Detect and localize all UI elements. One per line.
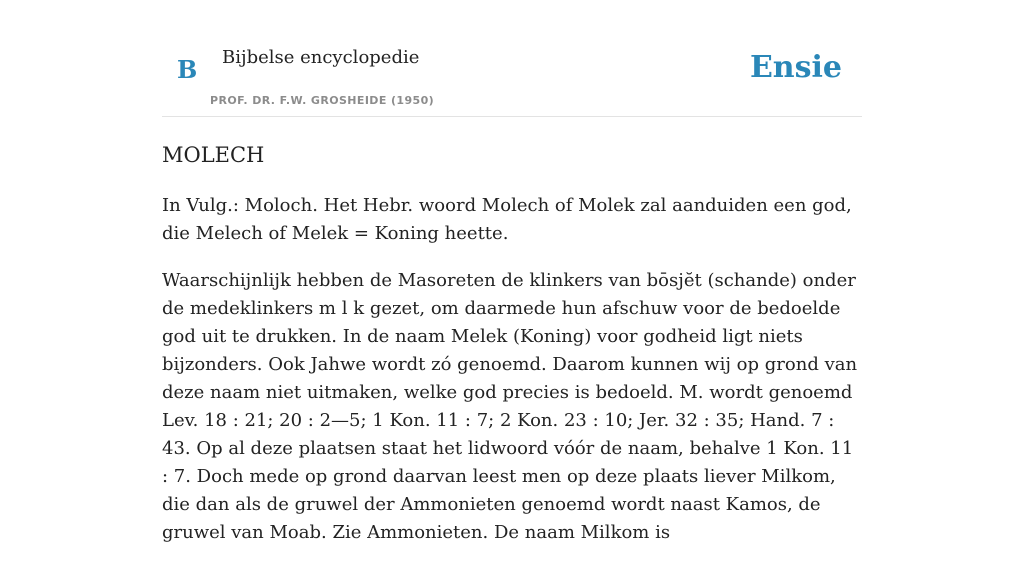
author-label: PROF. DR. F.W. GROSHEIDE (1950) <box>210 94 435 107</box>
book-logo-icon[interactable]: B <box>177 55 198 84</box>
entry-paragraph: Waarschijnlijk hebben de Masoreten de klinkers van bōsjĕt (schande) onder de medeklinkers m l k gezet, om daarmede hun afschuw voor de bedoelde god uit te drukken. In de naam Melek (Koning) voor godheid ligt niets bijzonders. Ook Jahwe wordt zó genoemd. Daarom kunnen wij op grond van deze naam niet uitmaken, welke god precies is bedoeld. M. wordt genoemd Lev. 18 : 21; 20 : 2—5; 1 Kon. 11 : 7; 2 Kon. 23 : 10; Jer. 32 : 35; Hand. 7 : 43. Op al deze plaatsen staat het lidwoord vóór de naam, behalve 1 Kon. 11 : 7. Doch mede op grond daarvan leest men op deze plaats liever Milkom, die dan als de gruwel der Ammonieten genoemd wordt naast Kamos, de gruwel van Moab. Zie Ammonieten. De naam Milkom is <box>162 270 858 543</box>
entry-paragraph: In Vulg.: Moloch. Het Hebr. woord Molech of Molek zal aanduiden een god, die Melech of Melek = Koning heette. <box>162 195 852 244</box>
ensie-logo-link[interactable]: Ensie <box>749 50 842 85</box>
entry-title: MOLECH <box>162 143 265 167</box>
article-page <box>162 0 862 543</box>
book-title-link[interactable]: Bijbelse encyclopedie <box>222 47 420 68</box>
entry-body <box>162 192 862 566</box>
header <box>162 0 862 117</box>
